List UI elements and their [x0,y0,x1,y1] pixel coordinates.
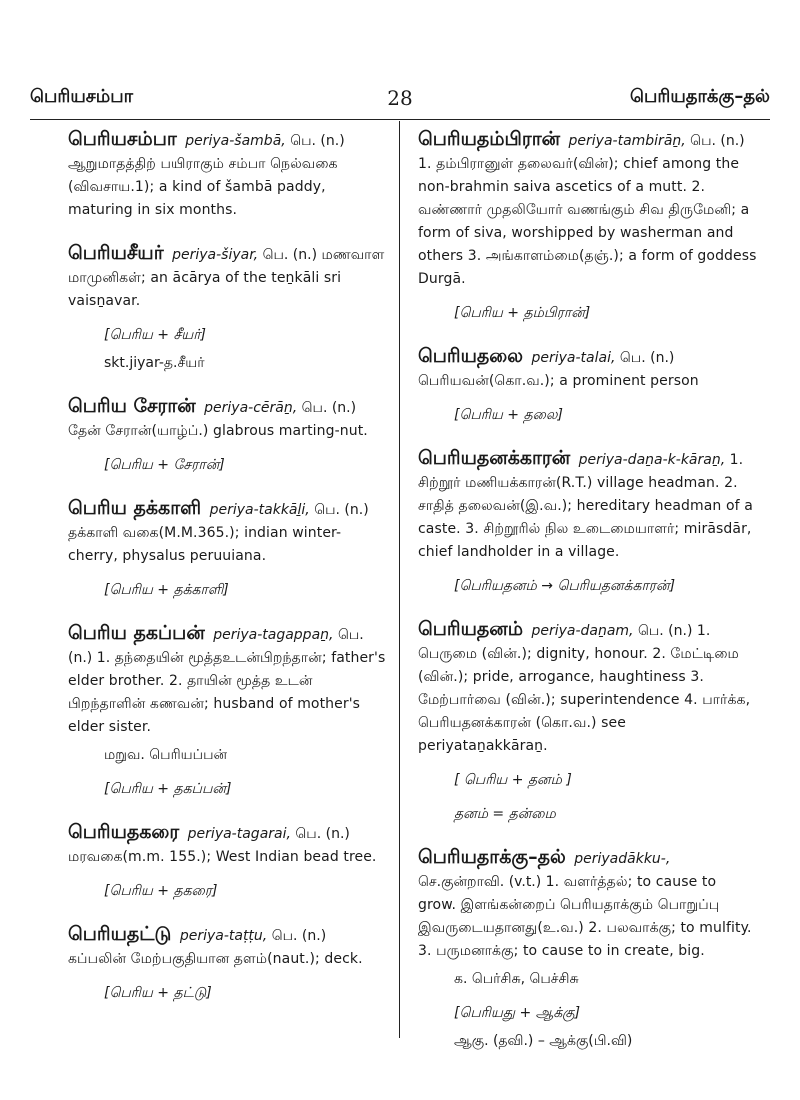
entry [418,345,758,427]
entry [68,923,386,1005]
derivation: [பெரியதனம் → பெரியதனக்காரன்] [454,578,676,594]
transliteration: periya-daṉam, [531,623,634,639]
derivation: [பெரிய + தலை] [454,407,563,423]
part-of-speech: பெ. (n.) [271,928,327,944]
etymology-note: skt.jiyar-த.சீயர் [104,355,205,371]
derivation: [பெரிய + தக்காளி] [104,582,229,598]
derivation: [பெரிய + சீயர்] [104,327,207,343]
derivation: [பெரிய + தகப்பன்] [104,781,232,797]
header-left-guideword: பெரியசம்பா [30,86,134,107]
headword: பெரியதாக்கு–தல் [418,846,566,868]
definition: 1. தம்பிரானுள் தலைவர்(வின்); chief among the non-brahmin saiva ascetics of a mutt. 2. வண்ணார் முதலியோர் வணங்கும் சிவ திருமேனி; a form of siva, worshipped by washerman and others 3. அங்காளம்மை(தஞ்.); a form of goddess Durgā. [418,156,757,287]
headword: பெரியதனம் [418,618,523,640]
definition: 1. வளர்த்தல்; to cause to grow. இளங்கன்றைப் பெரியதாக்கும் பொறுப்பு இவருடையதானது(உ.வ.) 2. பலவாக்கு; to mulfity. 3. பருமனாக்கு; to cause to in create, big. [418,874,752,959]
part-of-speech: பெ. (n.) [690,133,745,149]
part-of-speech: செ.குன்றாவி. (v.t.) [418,874,542,890]
entry [418,846,758,1053]
headword: பெரியதலை [418,345,524,367]
headword: பெரியசம்பா [68,128,177,150]
entry [418,618,758,826]
synonym-note: மறுவ. பெரியப்பன் [104,747,228,763]
column-divider [399,121,400,1038]
transliteration: periya-tambirāṉ, [568,133,686,149]
headword: பெரியதட்டு [68,923,172,945]
headword: பெரிய தகப்பன் [68,622,205,644]
entry [68,242,386,375]
definition: கப்பலின் மேற்பகுதியான தளம்(naut.); deck. [68,951,363,967]
transliteration: periya-daṉa-k-kāraṉ, [578,452,726,468]
transliteration: periya-taṭṭu, [179,928,268,944]
definition: 1. பெருமை (வின்.); dignity, honour. 2. மேட்டிமை (வின்.); pride, arrogance, haughtiness 3. மேற்பார்வை (வின்.); superintendence 4. பார்க்க, பெரியதனக்காரன் (கொ.வ.) see periyataṉakkāraṉ. [418,623,751,754]
headword: பெரியதகரை [68,821,180,843]
part-of-speech: பெ. (n.) [68,627,364,666]
part-of-speech: பெ. (n.) [314,502,369,518]
transliteration: periya-talai, [531,350,616,366]
page-header [30,86,770,120]
definition: தக்காளி வகை(M.M.365.); indian winter-cherry, physalus peruuiana. [68,525,342,564]
entry [68,622,386,801]
headword: பெரியசீயர் [68,242,164,264]
entry [68,821,386,903]
right-column [418,128,758,1073]
entry [418,447,758,598]
part-of-speech: பெ. (n.) [290,133,345,149]
definition: ஆறுமாதத்திற் பயிராகும் சம்பா நெல்வகை (விவசாய.1); a kind of šambā paddy, maturing in six months. [68,156,338,218]
transliteration: periya-takkāḻi, [209,502,310,518]
header-rule [30,119,770,120]
grammar-note: ஆகு. (தவி.) – ஆக்கு(பி.வி) [454,1033,633,1049]
transliteration: periya-tagarai, [187,826,291,842]
header-right-guideword: பெரியதாக்கு–தல் [630,86,770,107]
headword: பெரியதனக்காரன் [418,447,571,469]
entry [68,497,386,602]
part-of-speech: பெ. (n.) [262,247,318,263]
transliteration: periya-cērāṉ, [204,400,298,416]
definition: தேன் சேரான்(யாழ்ப்.) glabrous marting-nut. [68,423,368,439]
part-of-speech: பெ. (n.) [295,826,350,842]
derivation: [பெரிய + தகரை] [104,883,218,899]
headword: பெரிய தக்காளி [68,497,202,519]
cognate-note: க. பெர்சிசு, பெச்சிசு [454,971,579,987]
part-of-speech: பெ. (n.) [619,350,675,366]
definition: 1. சிற்றூர் மணியக்காரன்(R.T.) village headman. 2. சாதித் தலைவன்(இ.வ.); hereditary headman of a caste. 3. சிற்றூரில் நில உடைமையாளர்; mirāsdār, chief landholder in a village. [418,452,753,560]
derivation: [பெரிய + தம்பிரான்] [454,305,591,321]
transliteration: periya-šambā, [185,133,286,149]
definition: மரவகை(m.m. 155.); West Indian bead tree. [68,849,377,865]
headword: பெரியதம்பிரான் [418,128,561,150]
transliteration: periyadākku-, [574,851,671,867]
entry [68,395,386,477]
definition: மணவாள மாமுனிகள்; an ācārya of the teṉkāli sri vaisṉavar. [68,247,385,309]
headword: பெரிய சேரான் [68,395,196,417]
part-of-speech: பெ. (n.) [637,623,693,639]
page-number: 28 [387,86,413,110]
derivation: [பெரிய + தட்டு] [104,985,212,1001]
left-column [68,128,386,1025]
derivation: [பெரிய + சேரான்] [104,457,225,473]
part-of-speech: பெ. (n.) [301,400,357,416]
transliteration: periya-šiyar, [172,247,259,263]
definition: 1. தந்தையின் மூத்தஉடன்பிறந்தான்; father's elder brother. 2. தாயின் மூத்த உடன் பிறந்தாளின் கணவன்; husband of mother's elder sister. [68,650,386,735]
definition: பெரியவன்(கொ.வ.); a prominent person [418,373,699,389]
derivation: [ பெரிய + தனம் ] [454,772,572,788]
transliteration: periya-tagappaṉ, [213,627,334,643]
derivation-meaning: தனம் = தன்மை [454,806,556,822]
derivation: [பெரியது + ஆக்கு] [454,1005,581,1021]
entry [68,128,386,222]
entry [418,128,758,325]
